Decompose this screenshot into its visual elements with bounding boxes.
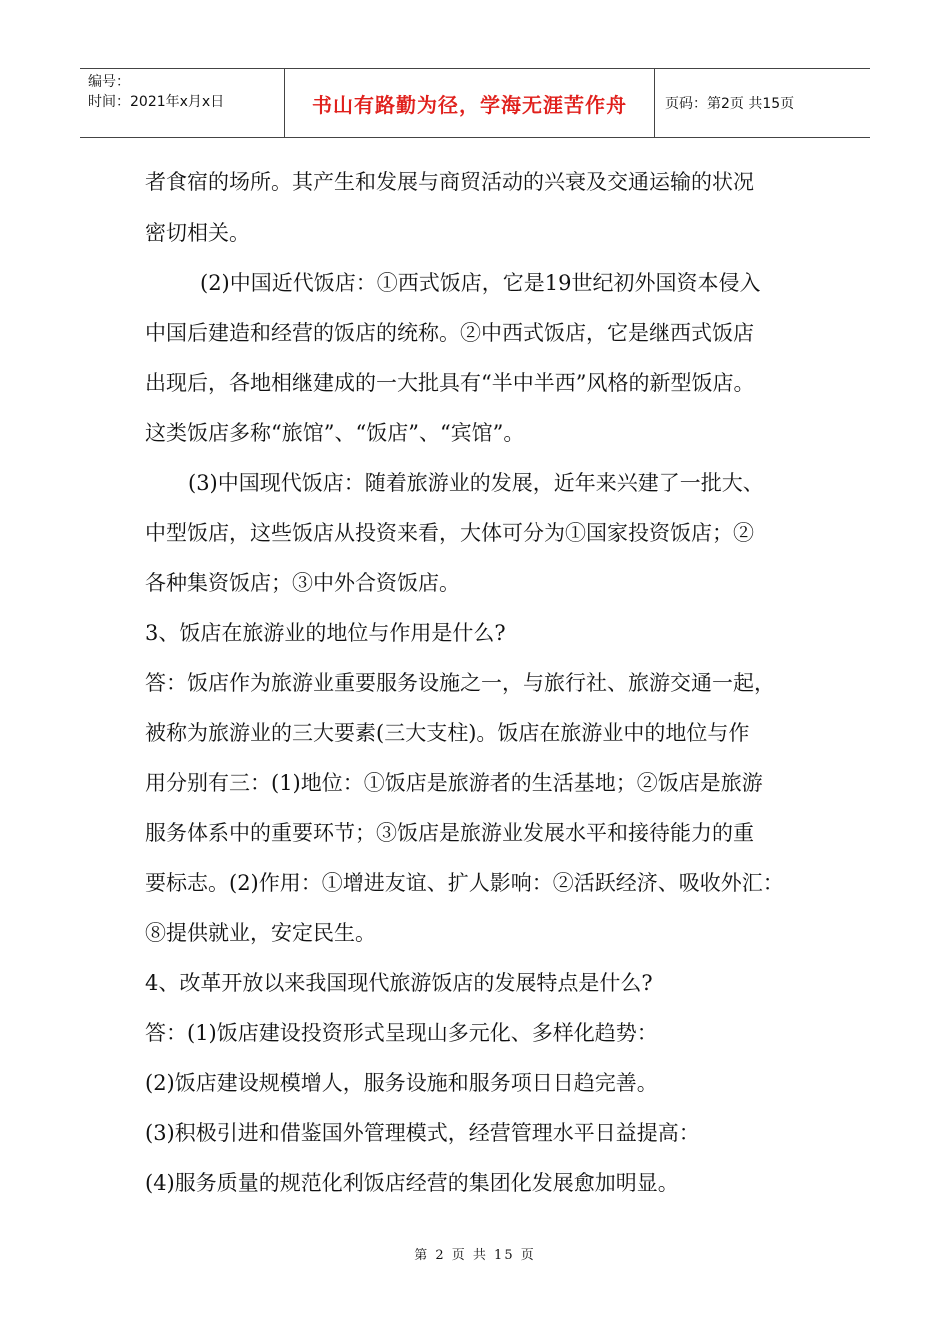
body-line: 要标志。(2)作用：①增进友谊、扩人影响：②活跃经济、吸收外汇：	[145, 871, 784, 895]
header-meta	[80, 69, 285, 137]
body-line: 中型饭店，这些饭店从投资来看，大体可分为①国家投资饭店；②	[145, 521, 754, 545]
question-heading: 3、饭店在旅游业的地位与作用是什么?	[145, 621, 506, 645]
body-line: 被称为旅游业的三大要素(三大支柱)。饭店在旅游业中的地位与作	[145, 721, 750, 745]
body-line: 密切相关。	[145, 221, 250, 245]
document-number-label: 编号：	[88, 74, 130, 90]
body-line: (3)积极引进和借鉴国外管理模式，经营管理水平日益提高：	[145, 1121, 700, 1145]
document-date-label: 时间：2021年x月x日	[88, 94, 225, 110]
body-line: 各种集资饭店；③中外合资饭店。	[145, 571, 460, 595]
page-footer: 第 2 页 共 15 页	[414, 1248, 536, 1263]
body-line: 这类饭店多称“旅馆”、“饭店”、“宾馆”。	[145, 421, 525, 445]
body-line: (4)服务质量的规范化利饭店经营的集团化发展愈加明显。	[145, 1171, 679, 1195]
question-heading: 4、改革开放以来我国现代旅游饭店的发展特点是什么?	[145, 971, 653, 995]
body-line: 中国后建造和经营的饭店的统称。②中西式饭店，它是继西式饭店	[145, 321, 754, 345]
body-line: (3)中国现代饭店：随着旅游业的发展，近年来兴建了一批大、	[188, 471, 764, 495]
body-line: 用分别有三：(1)地位：①饭店是旅游者的生活基地；②饭店是旅游	[145, 771, 763, 795]
body-line: 服务体系中的重要环节；③饭店是旅游业发展水平和接待能力的重	[145, 821, 754, 845]
header-page-info: 页码：第2页 共15页	[665, 96, 795, 112]
body-line: 答：饭店作为旅游业重要服务设施之一，与旅行社、旅游交通一起，	[145, 671, 775, 695]
body-line: (2)中国近代饭店：①西式饭店，它是19世纪初外国资本侵入	[200, 271, 761, 295]
body-line: 答：(1)饭店建设投资形式呈现山多元化、多样化趋势：	[145, 1021, 658, 1045]
body-line: ⑧提供就业，安定民生。	[145, 921, 376, 945]
body-line: (2)饭店建设规模增人，服务设施和服务项日日趋完善。	[145, 1071, 658, 1095]
header-motto: 书山有路勤为径，学海无涯苦作舟	[312, 92, 627, 117]
body-line: 者食宿的场所。其产生和发展与商贸活动的兴衰及交通运输的状况	[145, 170, 754, 194]
header-motto-cell	[285, 69, 655, 137]
body-line: 出现后，各地相继建成的一大批具有“半中半西”风格的新型饭店。	[145, 371, 755, 395]
page-header	[80, 68, 870, 138]
